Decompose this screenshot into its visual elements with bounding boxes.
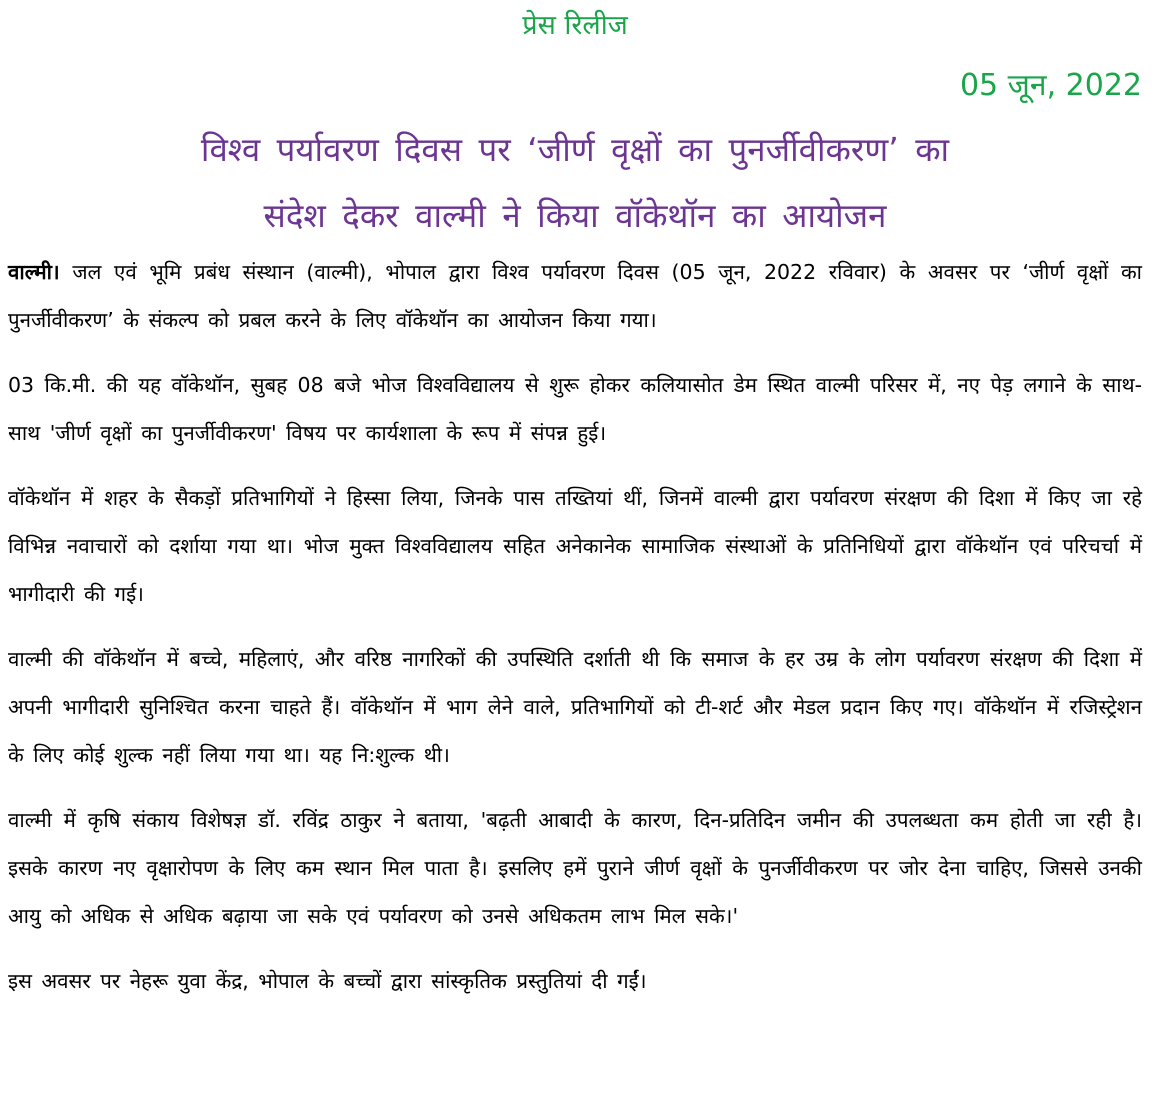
headline-line-1: विश्व पर्यावरण दिवस पर ‘जीर्ण वृक्षों का पुनर्जीवीकरण’ का	[200, 130, 950, 169]
paragraph-2: 03 कि.मी. की यह वॉकेथॉन, सुबह 08 बजे भोज विश्वविद्यालय से शुरू होकर कलियासोत डेम स्थित वाल्मी परिसर में, नए पेड़ लगाने के साथ-साथ 'जीर्ण वृक्षों का पुनर्जीवीकरण' विषय पर कार्यशाला के रूप में संपन्न हुई।	[8, 373, 1142, 445]
paragraph-3: वॉकेथॉन में शहर के सैकड़ों प्रतिभागियों ने हिस्सा लिया, जिनके पास तख्तियां थीं, जिनमें वाल्मी द्वारा पर्यावरण संरक्षण की दिशा में किए जा रहे विभिन्न नवाचारों को दर्शाया गया था। भोज मुक्त विश्वविद्यालय सहित अनेकानेक सामाजिक संस्थाओं के प्रतिनिधियों द्वारा वॉकेथॉन एवं परिचर्चा में भागीदारी की गई।	[8, 486, 1142, 606]
headline-line-2: संदेश देकर वाल्मी ने किया वॉकेथॉन का आयोजन	[263, 196, 887, 235]
release-date: 05 जून, 2022	[959, 68, 1142, 103]
dateline: वाल्मी।	[8, 260, 60, 284]
paragraph-5: वाल्मी में कृषि संकाय विशेषज्ञ डॉ. रविंद्र ठाकुर ने बताया, 'बढ़ती आबादी के कारण, दिन-प्रतिदिन जमीन की उपलब्धता कम होती जा रही है। इसके कारण नए वृक्षारोपण के लिए कम स्थान मिल पाता है। इसलिए हमें पुराने जीर्ण वृक्षों के पुनर्जीवीकरण पर जोर देना चाहिए, जिससे उनकी आयु को अधिक से अधिक बढ़ाया जा सके एवं पर्यावरण को उनसे अधिकतम लाभ मिल सके।'	[8, 808, 1142, 928]
paragraph-1	[8, 248, 1142, 344]
paragraph-4: वाल्मी की वॉकेथॉन में बच्चे, महिलाएं, और वरिष्ठ नागरिकों की उपस्थिति दर्शाती थी कि समाज के हर उम्र के लोग पर्यावरण संरक्षण की दिशा में अपनी भागीदारी सुनिश्चित करना चाहते हैं। वॉकेथॉन में भाग लेने वाले, प्रतिभागियों को टी-शर्ट और मेडल प्रदान किए गए। वॉकेथॉन में रजिस्ट्रेशन के लिए कोई शुल्क नहीं लिया गया था। यह नि:शुल्क थी।	[8, 647, 1142, 767]
paragraph-6: इस अवसर पर नेहरू युवा केंद्र, भोपाल के बच्चों द्वारा सांस्कृतिक प्रस्तुतियां दी गईं।	[8, 969, 647, 993]
paragraph-1-text: जल एवं भूमि प्रबंध संस्थान (वाल्मी), भोपाल द्वारा विश्व पर्यावरण दिवस (05 जून, 2022 रविवार) के अवसर पर ‘जीर्ण वृक्षों का पुनर्जीवीकरण’ के संकल्प को प्रबल करने के लिए वॉकेथॉन का आयोजन किया गया।	[8, 260, 1142, 332]
article-body	[8, 248, 1142, 1022]
press-release-label: प्रेस रिलीज	[522, 10, 628, 41]
